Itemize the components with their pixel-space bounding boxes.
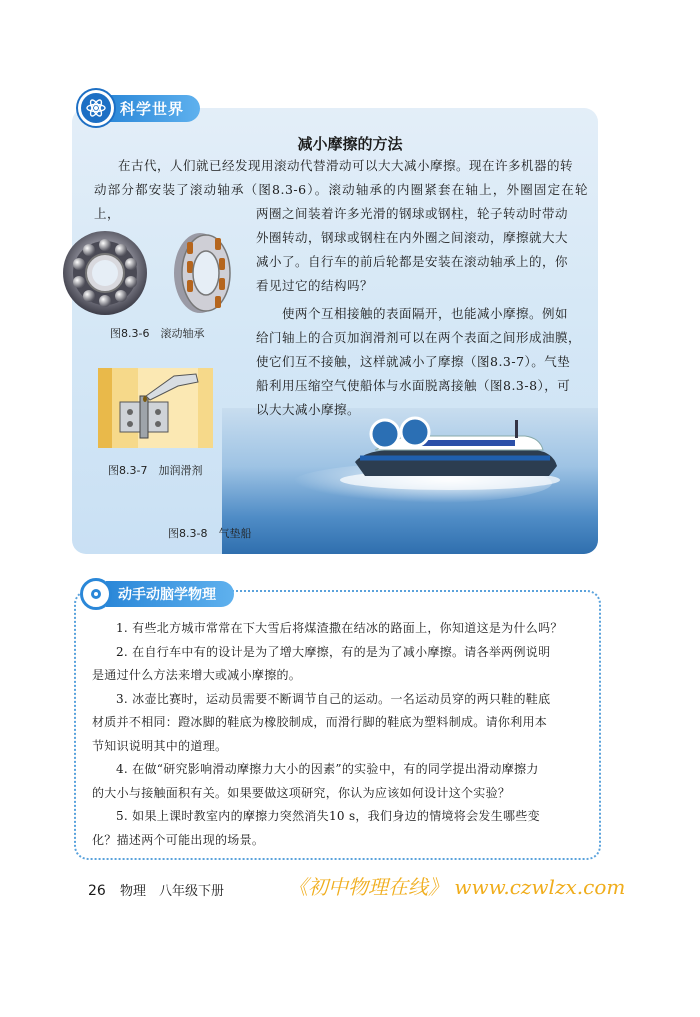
para1-line6: 看见过它的结构吗？ [256,278,374,293]
exercise-2-line2: 是通过什么方法来增大或减小摩擦的。 [92,668,302,682]
exercise-list [92,617,588,852]
para2-line5: 以大大减小摩擦。 [256,402,361,417]
hinge-lubrication-illustration [98,368,213,448]
para1-line3: 两圈之间装着许多光滑的钢球或钢柱，轮子转动时带动 [256,206,569,221]
bearing-illustration [60,228,250,318]
exercise-5-line1: 5. 如果上课时教室内的摩擦力突然消失10 s，我们身边的情境将会发生哪些变 [116,809,540,823]
science-world-tab [78,94,200,122]
page-number: 26 [88,883,106,899]
exercise-1-line1: 1. 有些北方城市常常在下大雪后将煤渣撒在结冰的路面上，你知道这是为什么吗？ [116,621,563,635]
para1-line5: 减小了。自行车的前后轮都是安装在滚动轴承上的，你 [256,254,569,269]
activity-label: 动手动脑学物理 [106,581,234,607]
exercise-4-line2: 的大小与接触面积有关。如果要做这项研究，你认为应该如何设计这个实验？ [92,785,511,800]
website-watermark[interactable]: 《初中物理在线》 www.czwlzx.com [288,875,626,899]
activity-tab [80,578,234,610]
exercise-5-line2: 化？描述两个可能出现的场景。 [92,832,265,847]
exercise-3-line3: 节知识说明其中的道理。 [92,738,228,753]
atom-icon [78,90,114,126]
exercise-3-line2: 材质并不相同：蹬冰脚的鞋底为橡胶制成，而滑行脚的鞋底为塑料制成。请你利用本 [92,715,548,729]
caption-fig-8-3-6: 图8.3-6 滚动轴承 [110,327,205,340]
para1-line1: 在古代，人们就已经发现用滚动代替滑动可以大大减小摩擦。现在许多机器的转 [118,158,574,173]
book-title: 物理 八年级下册 [119,884,224,899]
para1-line2: 动部分都安装了滚动轴承（图8.3-6）。滚动轴承的内圈紧套在轴上，外圈固定在轮上， [94,182,588,221]
para2-line1: 使两个互相接触的表面隔开，也能减小摩擦。例如 [282,306,569,321]
para2-line3: 使它们互不接触，这样就减小了摩擦（图8.3-7）。气垫 [256,354,571,369]
target-icon [80,578,112,610]
science-world-label: 科学世界 [106,95,200,122]
exercise-3-line1: 3. 冰壶比赛时，运动员需要不断调节自己的运动。一名运动员穿的两只鞋的鞋底 [116,691,551,706]
caption-fig-8-3-7: 图8.3-7 加润滑剂 [108,464,203,477]
exercise-4-line1: 4. 在做“研究影响滑动摩擦力大小的因素”的实验中，有的同学提出滑动摩擦力 [116,762,539,776]
hovercraft-illustration [335,410,565,490]
para2-line2: 给门轴上的合页加润滑剂可以在两个表面之间形成油膜， [256,330,582,345]
caption-fig-8-3-8: 图8.3-8 气垫船 [168,527,252,540]
para2-line4: 船利用压缩空气使船体与水面脱离接触（图8.3-8），可 [256,378,571,393]
exercise-2-line1: 2. 在自行车中有的设计是为了增大摩擦，有的是为了减小摩擦。请各举两例说明 [116,644,551,659]
page-footer [88,880,224,899]
section-title: 减小摩擦的方法 [297,135,403,153]
para1-line4: 外圈转动，钢球或钢柱在内外圈之间滚动，摩擦就大大 [256,230,569,245]
